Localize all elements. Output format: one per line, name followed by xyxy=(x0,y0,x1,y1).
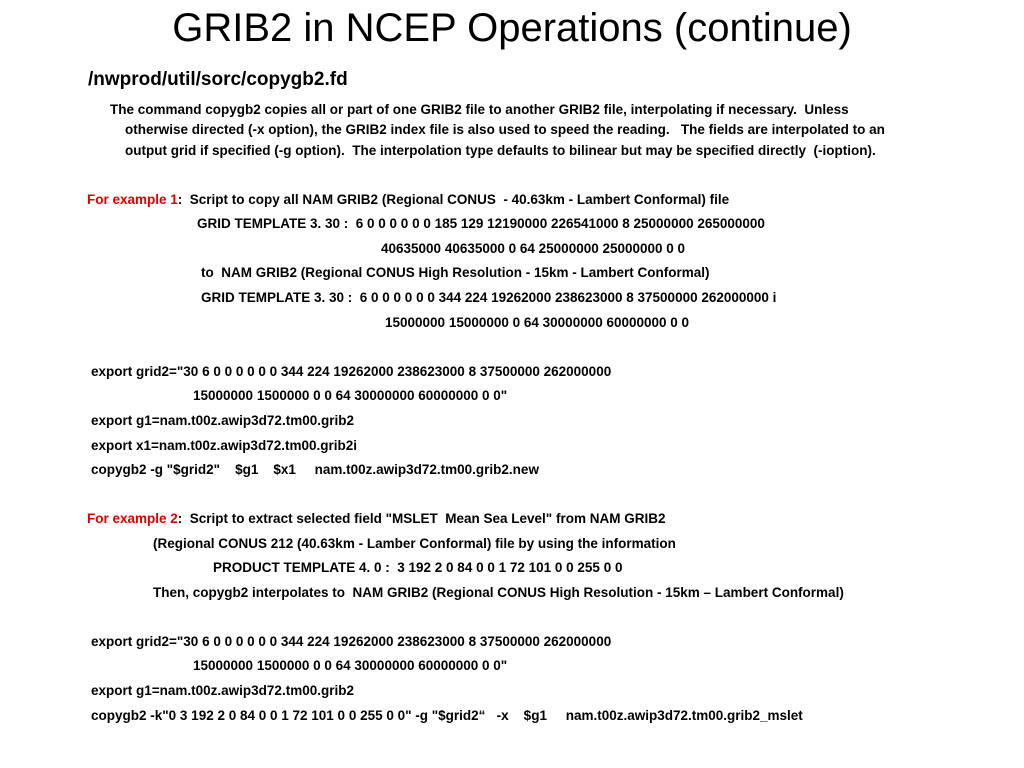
example1-cmd-g1: export g1=nam.t00z.awip3d72.tm00.grib2 xyxy=(91,413,354,428)
description-line-1: The command copygb2 copies all or part of one GRIB2 file to another GRIB2 file, interpolating if necessary. Unless xyxy=(110,102,849,117)
example1-grid-template-2: GRID TEMPLATE 3. 30 : 6 0 0 0 0 0 0 344 224 19262000 238623000 8 37500000 262000000 i xyxy=(201,290,777,305)
example1-grid-template-2b: 15000000 15000000 0 64 30000000 60000000 0 0 xyxy=(385,315,690,330)
example1-cmd-grid2: export grid2="30 6 0 0 0 0 0 0 344 224 19262000 238623000 8 37500000 262000000 xyxy=(91,364,612,379)
slide-title: GRIB2 in NCEP Operations (continue) xyxy=(172,6,852,50)
example1-label: For example 1 xyxy=(87,192,178,207)
example2-line2: (Regional CONUS 212 (40.63km - Lamber Conformal) file by using the information xyxy=(153,536,676,551)
example2-then-line: Then, copygb2 interpolates to NAM GRIB2 (Regional CONUS High Resolution - 15km – Lambert Conformal) xyxy=(153,585,844,600)
example1-cmd-grid2b: 15000000 1500000 0 0 64 30000000 60000000 0 0" xyxy=(193,388,508,403)
example1-grid-template-1b: 40635000 40635000 0 64 25000000 25000000 0 0 xyxy=(381,241,686,256)
example2-cmd-grid2: export grid2="30 6 0 0 0 0 0 0 344 224 19262000 238623000 8 37500000 262000000 xyxy=(91,634,612,649)
description-line-3: output grid if specified (-g option). The interpolation type defaults to bilinear but may be specified directly (-ioption). xyxy=(125,143,876,158)
example2-text: : Script to extract selected field "MSLET Mean Sea Level" from NAM GRIB2 xyxy=(177,511,666,526)
example2-cmd-grid2b: 15000000 1500000 0 0 64 30000000 60000000 0 0" xyxy=(193,658,508,673)
example1-cmd-copy: copygb2 -g "$grid2" $g1 $x1 nam.t00z.awip3d72.tm00.grib2.new xyxy=(91,462,539,477)
example1-cmd-x1: export x1=nam.t00z.awip3d72.tm00.grib2i xyxy=(91,438,357,453)
example1-to-line: to NAM GRIB2 (Regional CONUS High Resolution - 15km - Lambert Conformal) xyxy=(201,265,710,280)
example1-heading xyxy=(87,191,729,209)
description-line-2: otherwise directed (-x option), the GRIB2 index file is also used to speed the reading. The fields are interpolated to an xyxy=(125,122,885,137)
example2-heading xyxy=(87,510,665,528)
example2-label: For example 2 xyxy=(87,511,178,526)
example1-grid-template-1: GRID TEMPLATE 3. 30 : 6 0 0 0 0 0 0 185 129 12190000 226541000 8 25000000 265000000 xyxy=(197,216,765,231)
example2-cmd-copy: copygb2 -k"0 3 192 2 0 84 0 0 1 72 101 0 0 255 0 0" -g "$grid2“ -x $g1 nam.t00z.awip3d72.tm00.grib2_mslet xyxy=(91,708,803,723)
example1-text: : Script to copy all NAM GRIB2 (Regional CONUS - 40.63km - Lambert Conformal) file xyxy=(177,192,730,207)
example2-product-template: PRODUCT TEMPLATE 4. 0 : 3 192 2 0 84 0 0 1 72 101 0 0 255 0 0 xyxy=(213,560,623,575)
section-heading: /nwprod/util/sorc/copygb2.fd xyxy=(88,69,348,90)
example2-cmd-g1: export g1=nam.t00z.awip3d72.tm00.grib2 xyxy=(91,683,354,698)
